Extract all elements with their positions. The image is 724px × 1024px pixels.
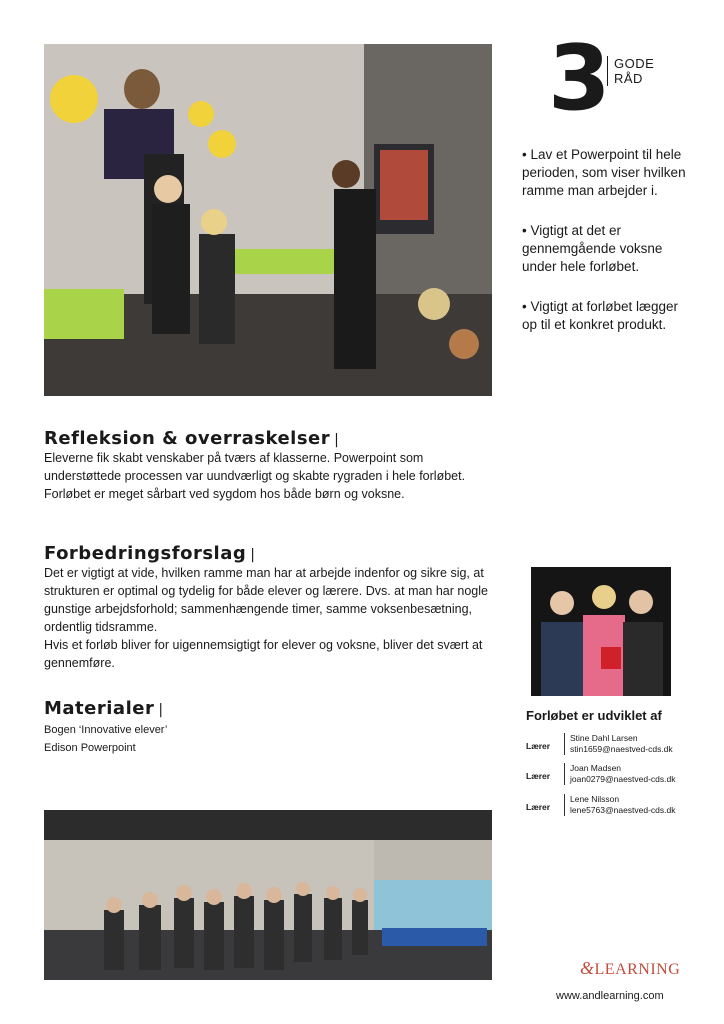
teachers-photo xyxy=(531,567,671,696)
section-heading: Refleksion & overraskelser | xyxy=(44,428,340,449)
section-heading: Forbedringsforslag | xyxy=(44,543,256,564)
brand-word: LEARNING xyxy=(594,961,681,978)
author-name: Joan Madsen xyxy=(570,763,622,773)
forbedring-body: Det er vigtigt at vide, hvilken ramme man har at arbejde indenfor og sikre sig, at strukturen er optimal og tydelig for både elever og lærere. Dvs. at man har nogle gunstige arbejdsforhold; sammenhængende timer, samme voksenbesætning, ordentlig tidsramme. xyxy=(44,566,488,634)
author-role: Lærer xyxy=(526,771,551,781)
forbedring-title: Forbedringsforslag xyxy=(44,543,247,564)
tips-label xyxy=(607,56,654,86)
refleksion-title: Refleksion & overraskelser xyxy=(44,428,331,449)
author-email[interactable]: stin1659@naestved-cds.dk xyxy=(570,744,673,754)
section-refleksion xyxy=(44,430,494,503)
forbedring-body: Hvis et forløb bliver for uigennemsigtigt for elever og voksne, bliver det svært at gennemføre. xyxy=(44,638,483,670)
tips-label-line1: GODE xyxy=(614,56,655,71)
tips-list xyxy=(522,146,694,356)
author-name: Stine Dahl Larsen xyxy=(570,733,638,743)
author-name: Lene Nilsson xyxy=(570,794,620,804)
authors-title: Forløbet er udviklet af xyxy=(526,708,662,723)
refleksion-body: Eleverne fik skabt venskaber på tværs af klasserne. Powerpoint som understøttede processen var uundværligt og skabte rygraden i hele forløbet. xyxy=(44,451,466,483)
tips-label-line2: RÅD xyxy=(614,71,643,86)
materialer-title: Materialer xyxy=(44,698,155,719)
tip-item: • Lav et Powerpoint til hele perioden, som viser hvilken ramme man arbejder i. xyxy=(522,147,686,198)
materialer-item: Edison Powerpoint xyxy=(44,742,136,754)
author-email[interactable]: lene5763@naestved-cds.dk xyxy=(570,805,676,815)
tips-number: 3 xyxy=(548,26,611,131)
materialer-item: Bogen ‘Innovative elever’ xyxy=(44,724,168,736)
author-role: Lærer xyxy=(526,741,551,751)
website-link[interactable]: www.andlearning.com xyxy=(556,990,664,1002)
section-forbedring xyxy=(44,545,494,672)
classroom-photo xyxy=(44,44,492,396)
author-email[interactable]: joan0279@naestved-cds.dk xyxy=(570,774,676,784)
tip-item: • Vigtigt at forløbet lægger op til et konkret produkt. xyxy=(522,299,679,332)
section-heading: Materialer | xyxy=(44,698,164,719)
tip-item: • Vigtigt at det er gennemgående voksne under hele forløbet. xyxy=(522,223,663,274)
author-row xyxy=(526,794,706,822)
refleksion-body: Forløbet er meget sårbart ved sygdom hos både børn og voksne. xyxy=(44,487,405,501)
section-materialer xyxy=(44,700,494,757)
author-row xyxy=(526,763,706,791)
author-row xyxy=(526,733,706,761)
brand-logo xyxy=(580,958,680,979)
brand-amp: & xyxy=(580,958,595,978)
gym-photo xyxy=(44,810,492,980)
author-role: Lærer xyxy=(526,802,551,812)
